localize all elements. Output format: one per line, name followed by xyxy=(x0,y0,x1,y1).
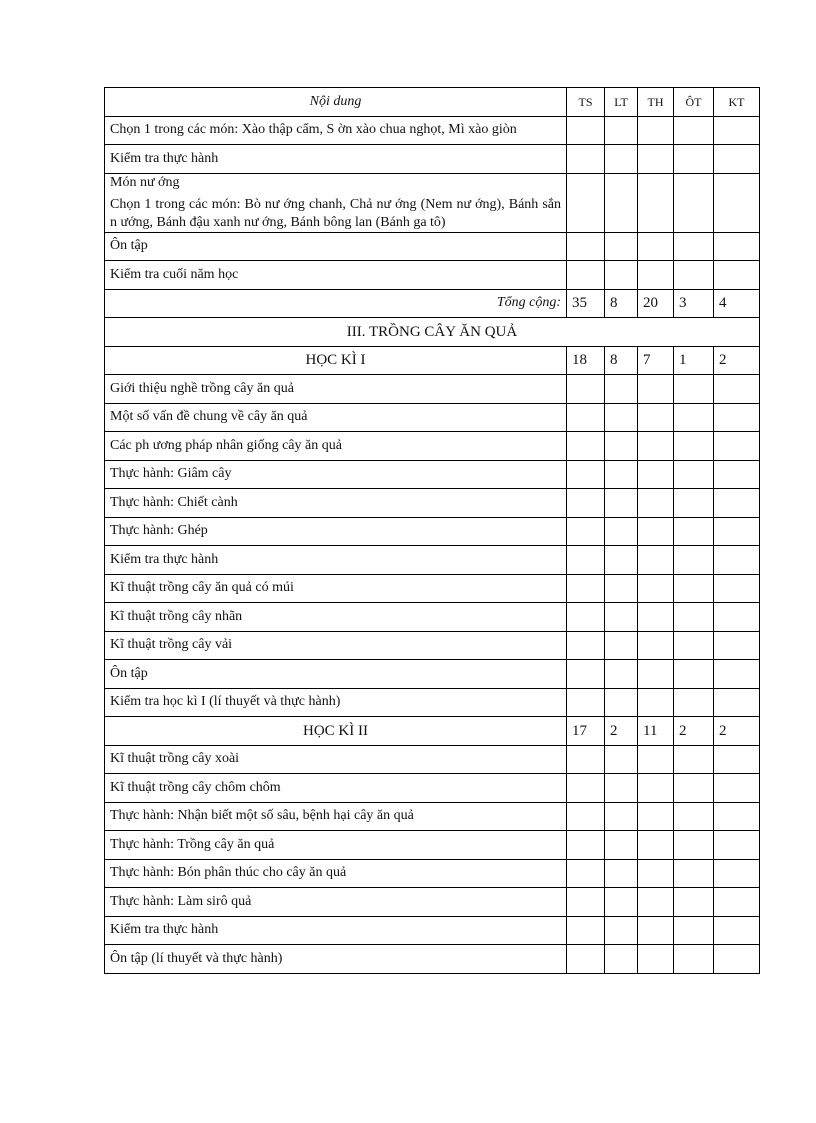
row-content: Thực hành: Nhận biết một số sâu, bệnh hại cây ăn quả xyxy=(105,802,567,831)
sem1-ts: 18 xyxy=(567,346,605,375)
table-header-row xyxy=(105,88,760,117)
sem1-ot: 1 xyxy=(674,346,714,375)
semester-2-title: HỌC KÌ II xyxy=(105,717,567,746)
row-content: Chọn 1 trong các món: Xào thập cẩm, S ờn xào chua nghọt, Mì xào giòn xyxy=(105,116,567,145)
row-subheading: Món nư ớng xyxy=(110,174,180,190)
row-content: Ôn tập xyxy=(105,232,567,261)
table-row xyxy=(105,173,760,232)
table-row xyxy=(105,574,760,603)
sem2-th: 11 xyxy=(638,717,674,746)
table-row xyxy=(105,489,760,518)
header-ot: ÔT xyxy=(674,88,714,117)
table-row xyxy=(105,945,760,974)
row-content: Chọn 1 trong các món: Bò nư ớng chanh, Chả nư ớng (Nem nư ớng), Bánh sắn n ướng, Bánh đậu xanh nư ớng, Bánh bông lan (Bánh ga tô) xyxy=(110,196,561,230)
row-content: Giới thiệu nghề trồng cây ăn quả xyxy=(105,375,567,404)
header-th: TH xyxy=(638,88,674,117)
curriculum-table xyxy=(104,87,760,974)
row-content-multi xyxy=(105,173,567,232)
sem2-lt: 2 xyxy=(605,717,638,746)
sem1-lt: 8 xyxy=(605,346,638,375)
semester-row xyxy=(105,717,760,746)
row-content: Thực hành: Bón phân thúc cho cây ăn quả xyxy=(105,859,567,888)
table-row xyxy=(105,831,760,860)
row-content: Thực hành: Chiết cành xyxy=(105,489,567,518)
table-row xyxy=(105,261,760,290)
table-row xyxy=(105,432,760,461)
sem2-ot: 2 xyxy=(674,717,714,746)
table-row xyxy=(105,859,760,888)
row-content: Kiểm tra học kì I (lí thuyết và thực hành) xyxy=(105,688,567,717)
table-row xyxy=(105,460,760,489)
table-row xyxy=(105,660,760,689)
total-row xyxy=(105,289,760,318)
row-content: Kiểm tra thực hành xyxy=(105,145,567,174)
sem2-kt: 2 xyxy=(714,717,760,746)
sem1-kt: 2 xyxy=(714,346,760,375)
table-row xyxy=(105,888,760,917)
section-title: III. TRỒNG CÂY ĂN QUẢ xyxy=(105,318,760,347)
header-ts: TS xyxy=(567,88,605,117)
row-content: Ôn tập xyxy=(105,660,567,689)
header-lt: LT xyxy=(605,88,638,117)
table-row xyxy=(105,774,760,803)
table-row xyxy=(105,403,760,432)
total-ot: 3 xyxy=(674,289,714,318)
table-row xyxy=(105,916,760,945)
total-ts: 35 xyxy=(567,289,605,318)
row-content: Một số vấn đề chung về cây ăn quả xyxy=(105,403,567,432)
table-row xyxy=(105,603,760,632)
row-content: Thực hành: Trồng cây ăn quả xyxy=(105,831,567,860)
table-row xyxy=(105,631,760,660)
sem1-th: 7 xyxy=(638,346,674,375)
row-content: Kĩ thuật trồng cây chôm chôm xyxy=(105,774,567,803)
table-row xyxy=(105,517,760,546)
row-content: Kĩ thuật trồng cây vải xyxy=(105,631,567,660)
row-content: Thực hành: Ghép xyxy=(105,517,567,546)
total-label: Tổng cộng: xyxy=(105,289,567,318)
semester-row xyxy=(105,346,760,375)
section-row xyxy=(105,318,760,347)
header-kt: KT xyxy=(714,88,760,117)
table-row xyxy=(105,546,760,575)
total-kt: 4 xyxy=(714,289,760,318)
table-row xyxy=(105,802,760,831)
row-content: Kiểm tra thực hành xyxy=(105,916,567,945)
sem2-ts: 17 xyxy=(567,717,605,746)
table-row xyxy=(105,745,760,774)
header-content: Nội dung xyxy=(105,88,567,117)
table-row xyxy=(105,145,760,174)
row-content: Kĩ thuật trồng cây nhãn xyxy=(105,603,567,632)
row-content: Kĩ thuật trồng cây ăn quả có múi xyxy=(105,574,567,603)
row-content: Thực hành: Giâm cây xyxy=(105,460,567,489)
row-content: Kiểm tra thực hành xyxy=(105,546,567,575)
semester-1-title: HỌC KÌ I xyxy=(105,346,567,375)
table-row xyxy=(105,375,760,404)
row-content: Các ph ương pháp nhân giống cây ăn quả xyxy=(105,432,567,461)
row-content: Kĩ thuật trồng cây xoài xyxy=(105,745,567,774)
row-content: Thực hành: Làm sirô quả xyxy=(105,888,567,917)
table-row xyxy=(105,688,760,717)
table-row xyxy=(105,116,760,145)
row-content: Kiểm tra cuối năm học xyxy=(105,261,567,290)
total-lt: 8 xyxy=(605,289,638,318)
total-th: 20 xyxy=(638,289,674,318)
row-content: Ôn tập (lí thuyết và thực hành) xyxy=(105,945,567,974)
table-row xyxy=(105,232,760,261)
